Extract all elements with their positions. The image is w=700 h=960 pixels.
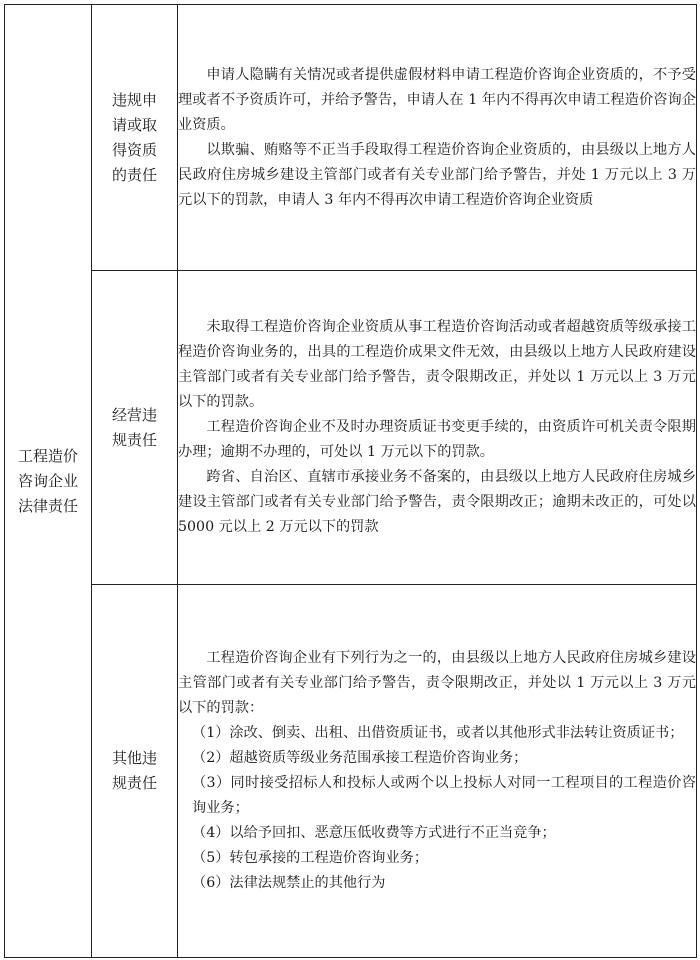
table-row <box>5 5 697 271</box>
content-cell <box>178 585 697 958</box>
subcategory-label: 违规申请或取得资质的责任 <box>111 90 157 184</box>
subcategory-label: 经营违规责任 <box>111 405 157 449</box>
paragraph: 跨省、自治区、直辖市承接业务不备案的，由县级以上地方人民政府住房城乡建设主管部门或者有关专业部门给予警告，责令限期改正；逾期未改正的，可处以 5000 元以上 2 万元以下的罚款 <box>178 469 696 535</box>
category-cell <box>5 5 92 958</box>
content-cell <box>178 271 697 585</box>
list-item: （6）法律法规禁止的其他行为 <box>192 875 386 891</box>
liability-table <box>4 4 697 958</box>
paragraph: 工程造价咨询企业有下列行为之一的，由县级以上地方人民政府住房城乡建设主管部门或者有关专业部门给予警告，责令限期改正，并处以 1 万元以上 3 万元以下的罚款： <box>178 650 696 716</box>
paragraph: 申请人隐瞒有关情况或者提供虚假材料申请工程造价咨询企业资质的，不予受理或者不予资质许可，并给予警告，申请人在 1 年内不得再次申请工程造价咨询企业资质。 <box>178 66 696 133</box>
list-item: （2）超越资质等级业务范围承接工程造价咨询业务； <box>192 750 528 766</box>
content-cell <box>178 5 697 271</box>
subcategory-cell <box>92 5 178 271</box>
subcategory-cell <box>92 271 178 585</box>
paragraph: 以欺骗、贿赂等不正当手段取得工程造价咨询企业资质的，由县级以上地方人民政府住房城乡建设主管部门或者有关专业部门给予警告，并处 1 万元以上 3 万元以下的罚款，申请人 3 年内不得再次申请工程造价咨询企业资质 <box>178 141 696 208</box>
subcategory-cell <box>92 585 178 958</box>
paragraph: 工程造价咨询企业不及时办理资质证书变更手续的，由资质许可机关责令限期办理；逾期不办理的，可处以 1 万元以下的罚款。 <box>178 419 696 460</box>
paragraph: 未取得工程造价咨询企业资质从事工程造价咨询活动或者超越资质等级承接工程造价咨询业务的，出具的工程造价成果文件无效，由县级以上地方人民政府建设主管部门或者有关专业部门给予警告，责令限期改正，并处以 1 万元以上 3 万元以下的罚款。 <box>178 319 696 410</box>
category-label: 工程造价咨询企业法律责任 <box>17 446 78 515</box>
table-row <box>5 585 697 958</box>
list-item: （3）同时接受招标人和投标人或两个以上投标人对同一工程项目的工程造价咨询业务； <box>192 775 696 816</box>
subcategory-label: 其他违规责任 <box>111 749 157 792</box>
list-item: （4）以给予回扣、恶意压低收费等方式进行不正当竞争； <box>192 825 556 841</box>
table-row <box>5 271 697 585</box>
list-item: （5）转包承接的工程造价咨询业务； <box>192 850 429 866</box>
list-item: （1）涂改、倒卖、出租、出借资质证书，或者以其他形式非法转让资质证书； <box>192 725 684 741</box>
